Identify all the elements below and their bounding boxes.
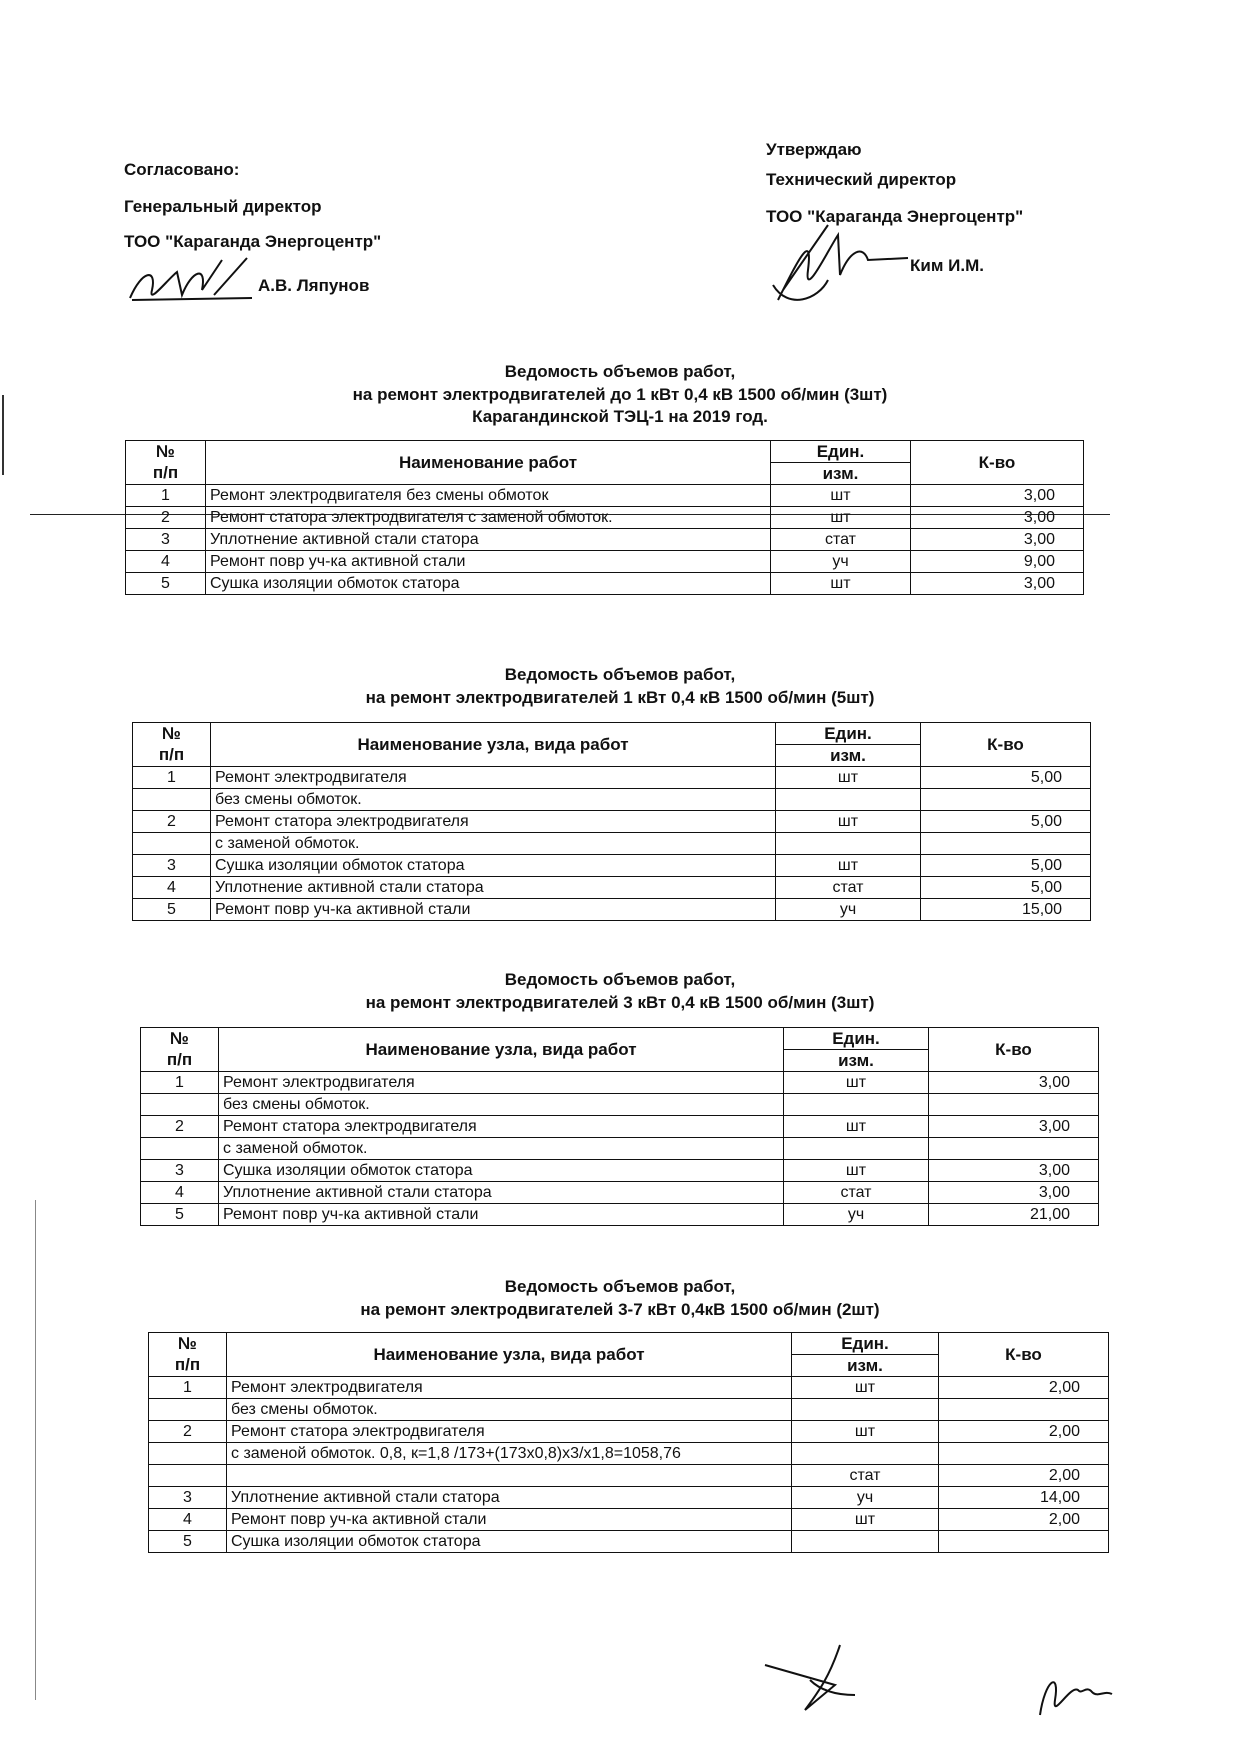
row-qty: 3,00 <box>929 1072 1099 1094</box>
right-approval-position: Технический директор <box>766 170 957 189</box>
row-unit: шт <box>792 1421 939 1443</box>
row-name: Уплотнение активной стали статора <box>219 1182 784 1204</box>
row-name: с заменой обмоток. 0,8, к=1,8 /173+(173х0,8)х3/х1,8=1058,76 <box>227 1443 792 1465</box>
table1 <box>125 440 1084 595</box>
num-header-top: № <box>149 1333 227 1355</box>
row-unit: шт <box>771 507 911 529</box>
table-row <box>126 529 1084 551</box>
row-name: Ремонт повр уч-ка активной стали <box>211 899 776 921</box>
row-unit: шт <box>784 1160 929 1182</box>
row-name: Ремонт статора электродвигателя <box>211 811 776 833</box>
right-signature <box>768 220 918 310</box>
table-row <box>141 1182 1099 1204</box>
row-qty: 3,00 <box>911 485 1084 507</box>
row-unit <box>792 1531 939 1553</box>
row-name: Ремонт электродвигателя без смены обмоток <box>206 485 771 507</box>
num-header-bottom: п/п <box>133 745 211 767</box>
row-qty: 5,00 <box>921 877 1091 899</box>
right-approval-name: Ким И.М. <box>910 256 984 275</box>
row-num <box>133 833 211 855</box>
row-num <box>149 1465 227 1487</box>
row-name: Сушка изоляции обмоток статора <box>206 573 771 595</box>
row-name: с заменой обмоток. <box>211 833 776 855</box>
row-num: 4 <box>126 551 206 573</box>
row-num: 2 <box>149 1421 227 1443</box>
row-num: 4 <box>149 1509 227 1531</box>
unit-header-top: Един. <box>776 723 921 745</box>
row-unit <box>784 1094 929 1116</box>
row-num: 1 <box>149 1377 227 1399</box>
row-unit <box>776 833 921 855</box>
num-header-bottom: п/п <box>126 463 206 485</box>
row-unit: шт <box>784 1116 929 1138</box>
table1-title-line1: Ведомость объемов работ, <box>504 362 736 381</box>
left-approval-company: ТОО "Караганда Энергоцентр" <box>124 232 382 251</box>
row-unit: стат <box>776 877 921 899</box>
row-qty: 2,00 <box>939 1465 1109 1487</box>
row-qty: 2,00 <box>939 1421 1109 1443</box>
row-name: Ремонт электродвигателя <box>227 1377 792 1399</box>
row-unit: стат <box>792 1465 939 1487</box>
row-num: 4 <box>141 1182 219 1204</box>
table3 <box>140 1027 1099 1226</box>
row-qty: 2,00 <box>939 1377 1109 1399</box>
row-unit: шт <box>771 485 911 507</box>
row-name: Ремонт повр уч-ка активной стали <box>227 1509 792 1531</box>
num-header-bottom: п/п <box>141 1050 219 1072</box>
table4-title-line1: Ведомость объемов работ, <box>504 1277 736 1296</box>
row-qty: 3,00 <box>911 529 1084 551</box>
row-unit: шт <box>784 1072 929 1094</box>
unit-header-top: Един. <box>771 441 911 463</box>
name-header: Наименование работ <box>206 441 771 485</box>
row-qty <box>939 1399 1109 1421</box>
qty-header: К-во <box>911 441 1084 485</box>
row-num: 3 <box>133 855 211 877</box>
row-qty <box>929 1094 1099 1116</box>
row-qty <box>921 833 1091 855</box>
unit-header-bottom: изм. <box>792 1355 939 1377</box>
row-num: 1 <box>133 767 211 789</box>
row-qty: 9,00 <box>911 551 1084 573</box>
row-name <box>227 1465 792 1487</box>
row-name: Ремонт статора электродвигателя с заменой обмоток. <box>206 507 771 529</box>
table-row <box>149 1487 1109 1509</box>
row-num: 1 <box>126 485 206 507</box>
row-unit: стат <box>784 1182 929 1204</box>
table-row <box>141 1094 1099 1116</box>
row-unit: стат <box>771 529 911 551</box>
left-signature <box>122 250 262 310</box>
row-qty: 5,00 <box>921 811 1091 833</box>
row-num: 4 <box>133 877 211 899</box>
unit-header-top: Един. <box>792 1333 939 1355</box>
row-name: без смены обмоток. <box>219 1094 784 1116</box>
row-unit <box>792 1443 939 1465</box>
row-num: 5 <box>133 899 211 921</box>
right-approval-heading: Утверждаю <box>766 140 862 159</box>
table-row <box>141 1160 1099 1182</box>
qty-header: К-во <box>939 1333 1109 1377</box>
row-unit: уч <box>771 551 911 573</box>
table2-title-line1: Ведомость объемов работ, <box>504 665 736 684</box>
row-name: Уплотнение активной стали статора <box>211 877 776 899</box>
row-unit: шт <box>776 767 921 789</box>
unit-header-bottom: изм. <box>771 463 911 485</box>
row-num: 5 <box>149 1531 227 1553</box>
row-num <box>133 789 211 811</box>
row-name: без смены обмоток. <box>227 1399 792 1421</box>
row-name: Ремонт повр уч-ка активной стали <box>206 551 771 573</box>
row-unit: шт <box>776 855 921 877</box>
table-row <box>133 789 1091 811</box>
row-name: Ремонт электродвигателя <box>219 1072 784 1094</box>
num-header-bottom: п/п <box>149 1355 227 1377</box>
row-name: Ремонт электродвигателя <box>211 767 776 789</box>
row-qty <box>929 1138 1099 1160</box>
row-unit: шт <box>792 1377 939 1399</box>
row-qty: 14,00 <box>939 1487 1109 1509</box>
table2-title-line2: на ремонт электродвигателей 1 кВт 0,4 кВ 1500 об/мин (5шт) <box>365 688 875 707</box>
bottom-signature-right <box>1030 1660 1120 1730</box>
table-row <box>133 767 1091 789</box>
num-header-top: № <box>141 1028 219 1050</box>
table-row <box>149 1421 1109 1443</box>
row-qty: 3,00 <box>929 1160 1099 1182</box>
table-row <box>126 573 1084 595</box>
left-approval-heading: Согласовано: <box>124 160 240 179</box>
row-unit: уч <box>792 1487 939 1509</box>
row-name: Ремонт статора электродвигателя <box>227 1421 792 1443</box>
row-unit <box>784 1138 929 1160</box>
name-header: Наименование узла, вида работ <box>227 1333 792 1377</box>
table-row <box>133 811 1091 833</box>
row-unit: уч <box>784 1204 929 1226</box>
row-num: 5 <box>141 1204 219 1226</box>
row-name: Сушка изоляции обмоток статора <box>227 1531 792 1553</box>
row-qty <box>939 1531 1109 1553</box>
table4 <box>148 1332 1109 1553</box>
row-name: Уплотнение активной стали статора <box>227 1487 792 1509</box>
table-row <box>141 1072 1099 1094</box>
num-header-top: № <box>133 723 211 745</box>
qty-header: К-во <box>929 1028 1099 1072</box>
row-num: 2 <box>141 1116 219 1138</box>
row-qty: 5,00 <box>921 855 1091 877</box>
left-approval-name: А.В. Ляпунов <box>258 276 370 295</box>
row-unit: шт <box>776 811 921 833</box>
row-unit: шт <box>771 573 911 595</box>
row-num: 1 <box>141 1072 219 1094</box>
table-row <box>126 551 1084 573</box>
row-unit: шт <box>792 1509 939 1531</box>
right-approval-company: ТОО "Караганда Энергоцентр" <box>766 207 1024 226</box>
row-qty: 2,00 <box>939 1509 1109 1531</box>
row-name: Уплотнение активной стали статора <box>206 529 771 551</box>
row-qty <box>939 1443 1109 1465</box>
table-row <box>141 1116 1099 1138</box>
row-unit <box>776 789 921 811</box>
name-header: Наименование узла, вида работ <box>219 1028 784 1072</box>
row-qty: 3,00 <box>911 507 1084 529</box>
row-qty: 3,00 <box>929 1116 1099 1138</box>
table-row <box>149 1531 1109 1553</box>
table-row <box>149 1443 1109 1465</box>
table-row <box>149 1377 1109 1399</box>
table2 <box>132 722 1091 921</box>
row-num <box>149 1399 227 1421</box>
table1-title-line2: на ремонт электродвигателей до 1 кВт 0,4 кВ 1500 об/мин (3шт) <box>352 385 888 404</box>
bottom-signature-left <box>760 1635 880 1715</box>
table-row <box>133 855 1091 877</box>
left-approval-position: Генеральный директор <box>124 197 322 216</box>
row-num: 2 <box>126 507 206 529</box>
row-unit <box>792 1399 939 1421</box>
row-num: 3 <box>126 529 206 551</box>
unit-header-top: Един. <box>784 1028 929 1050</box>
table1-title-line3: Карагандинской ТЭЦ-1 на 2019 год. <box>472 407 768 426</box>
table-row <box>149 1509 1109 1531</box>
row-num: 2 <box>133 811 211 833</box>
unit-header-bottom: изм. <box>784 1050 929 1072</box>
row-name: Сушка изоляции обмоток статора <box>219 1160 784 1182</box>
table-row <box>141 1138 1099 1160</box>
unit-header-bottom: изм. <box>776 745 921 767</box>
row-num: 5 <box>126 573 206 595</box>
table3-title-line2: на ремонт электродвигателей 3 кВт 0,4 кВ 1500 об/мин (3шт) <box>365 993 875 1012</box>
table-row <box>149 1399 1109 1421</box>
table-row <box>133 899 1091 921</box>
table-row <box>126 485 1084 507</box>
table4-title-line2: на ремонт электродвигателей 3-7 кВт 0,4кВ 1500 об/мин (2шт) <box>360 1300 880 1319</box>
name-header: Наименование узла, вида работ <box>211 723 776 767</box>
num-header-top: № <box>126 441 206 463</box>
row-num <box>141 1138 219 1160</box>
table-row <box>133 833 1091 855</box>
row-qty: 21,00 <box>929 1204 1099 1226</box>
table3-title-line1: Ведомость объемов работ, <box>504 970 736 989</box>
qty-header: К-во <box>921 723 1091 767</box>
table-row <box>126 507 1084 529</box>
row-qty: 3,00 <box>929 1182 1099 1204</box>
row-name: Ремонт повр уч-ка активной стали <box>219 1204 784 1226</box>
row-num <box>149 1443 227 1465</box>
row-qty: 15,00 <box>921 899 1091 921</box>
table-row <box>149 1465 1109 1487</box>
row-name: с заменой обмоток. <box>219 1138 784 1160</box>
table-row <box>133 877 1091 899</box>
row-qty <box>921 789 1091 811</box>
row-qty: 5,00 <box>921 767 1091 789</box>
row-name: Сушка изоляции обмоток статора <box>211 855 776 877</box>
row-name: без смены обмоток. <box>211 789 776 811</box>
row-qty: 3,00 <box>911 573 1084 595</box>
row-num: 3 <box>141 1160 219 1182</box>
row-num <box>141 1094 219 1116</box>
row-num: 3 <box>149 1487 227 1509</box>
table-row <box>141 1204 1099 1226</box>
row-name: Ремонт статора электродвигателя <box>219 1116 784 1138</box>
row-unit: уч <box>776 899 921 921</box>
